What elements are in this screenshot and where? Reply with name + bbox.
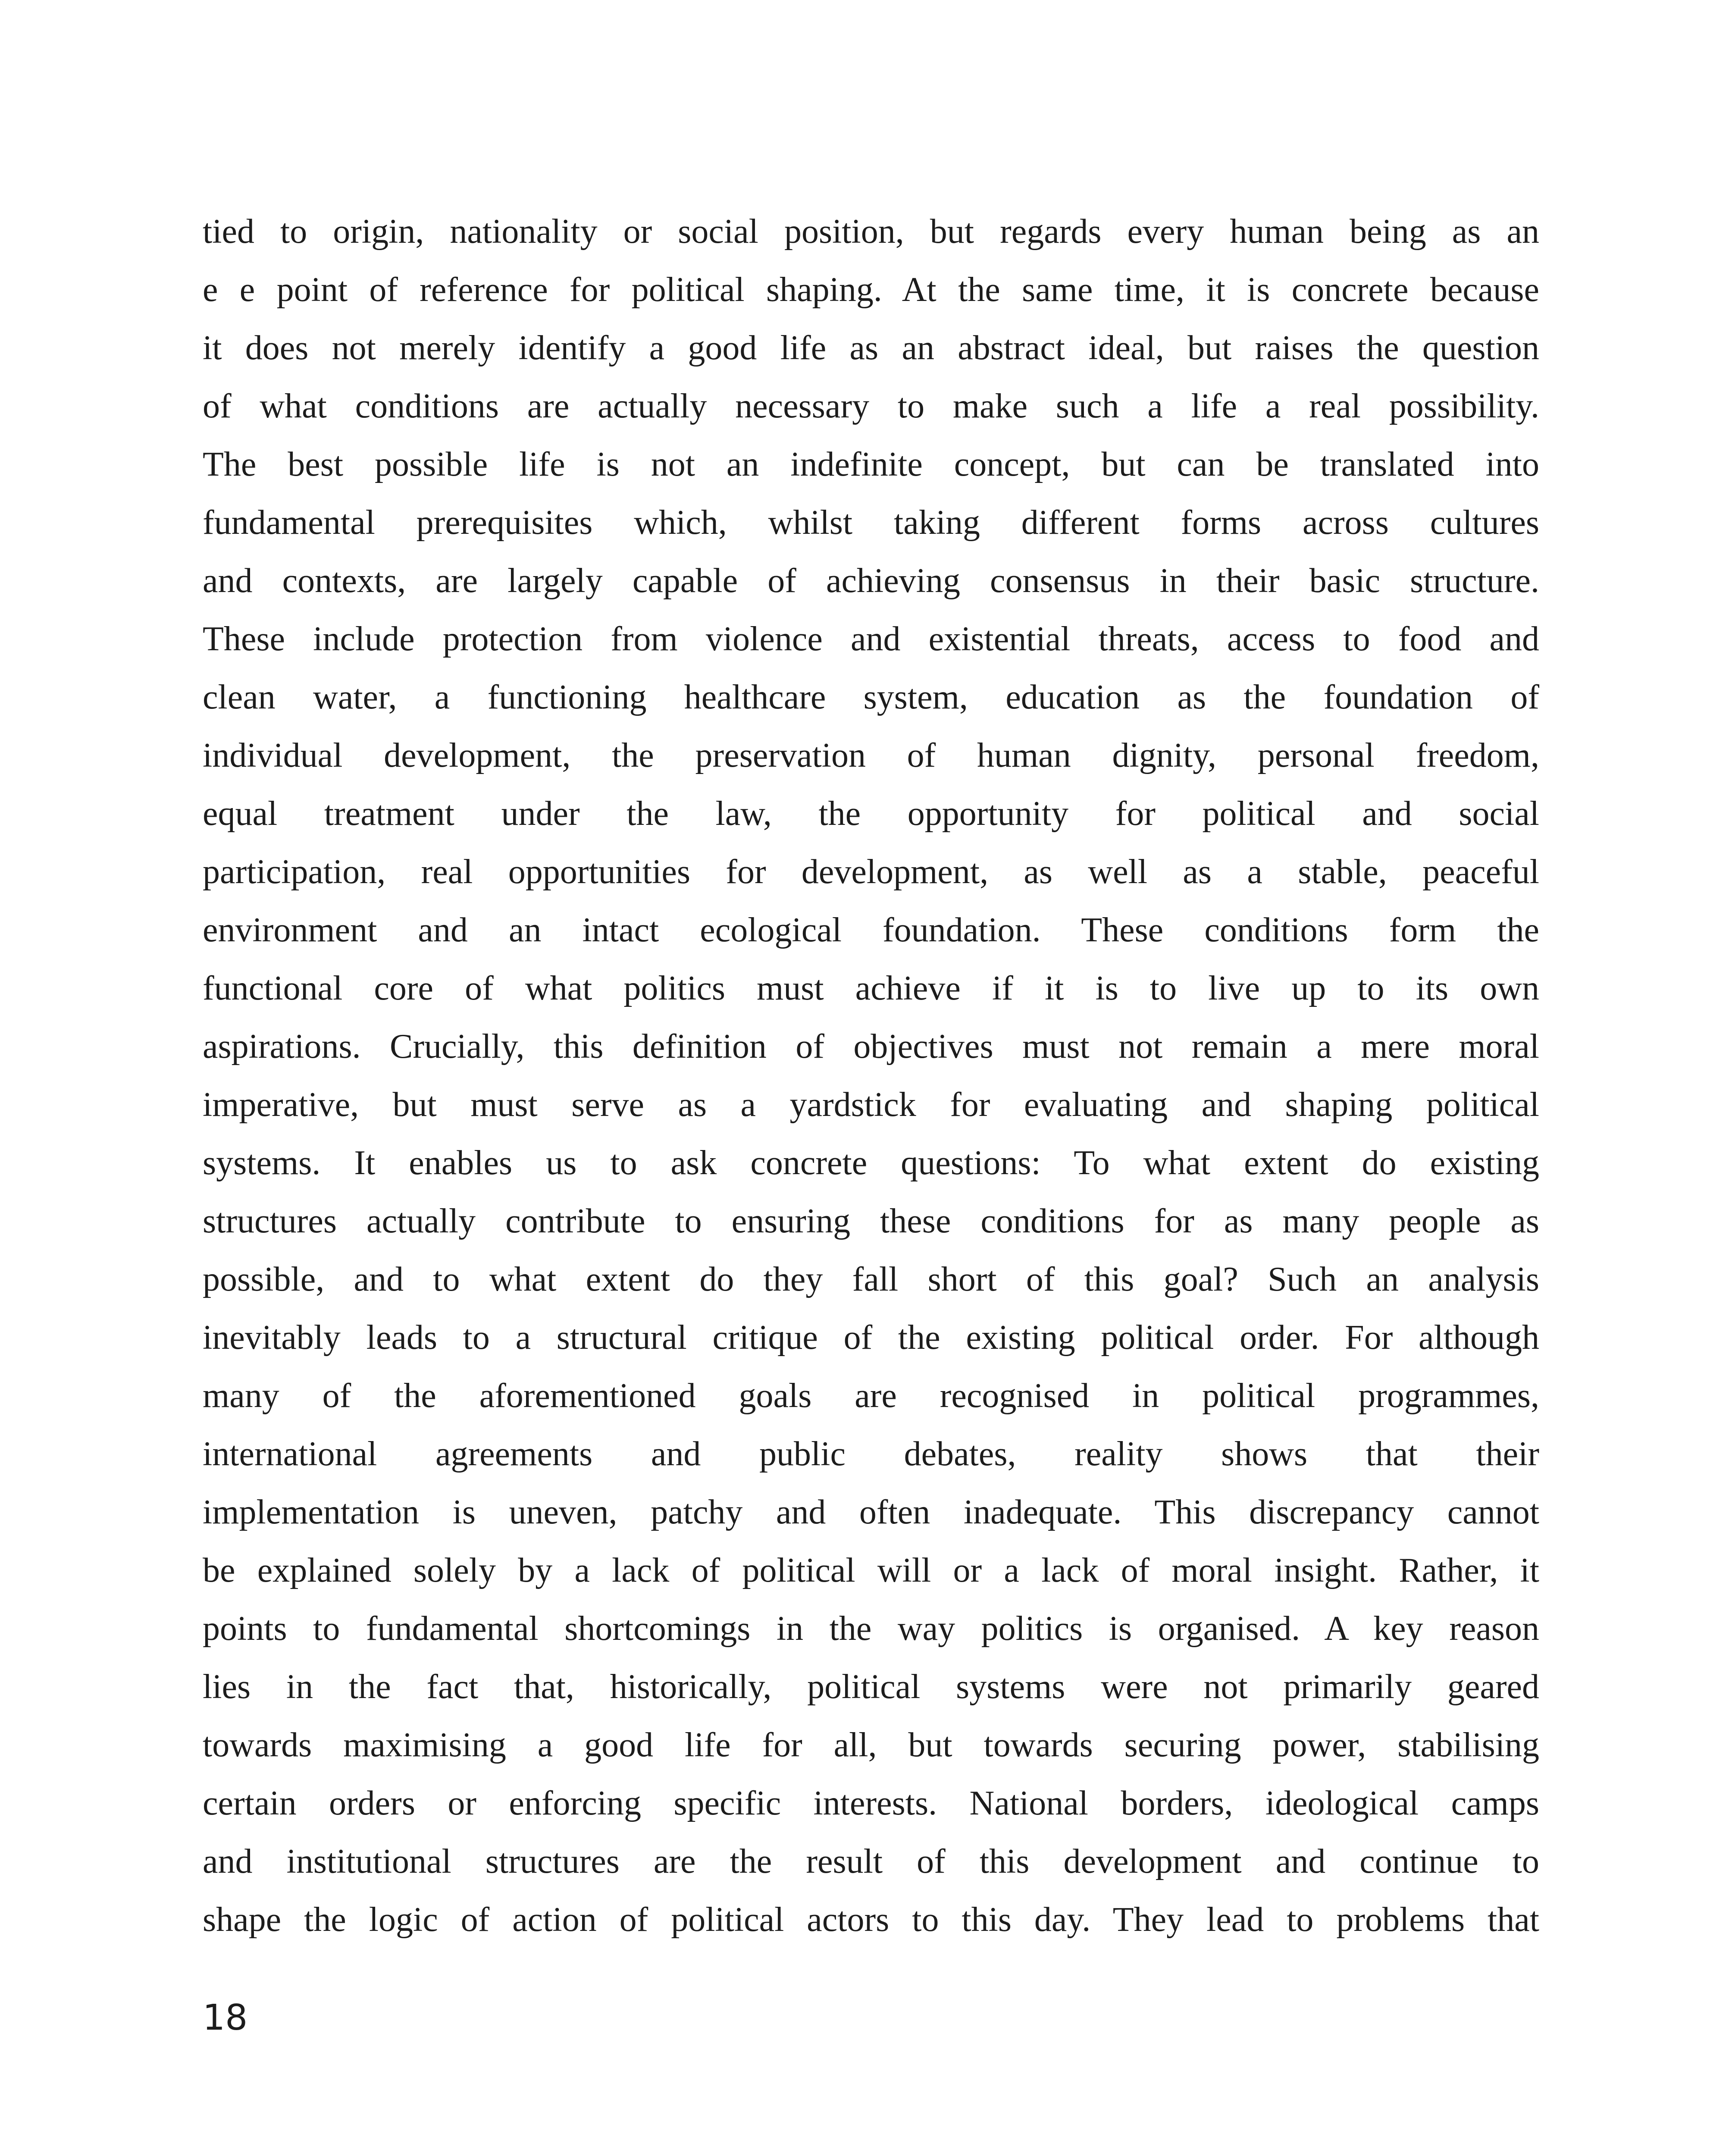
text-line: be explained solely by a lack of political will or a lack of moral insight. Rather, it bbox=[203, 1551, 1539, 1589]
text-line: fundamental prerequisites which, whilst taking different forms across cultures bbox=[203, 504, 1539, 542]
text-line: shape the logic of action of political actors to this day. They lead to problems that bbox=[203, 1901, 1539, 1939]
text-line: aspirations. Crucially, this definition of objectives must not remain a mere moral bbox=[203, 1028, 1539, 1065]
body-text bbox=[203, 203, 1539, 1949]
text-line: many of the aforementioned goals are recognised in political programmes, bbox=[203, 1377, 1539, 1415]
text-line: of what conditions are actually necessary to make such a life a real possibility. bbox=[203, 387, 1539, 425]
text-line: environment and an intact ecological foundation. These conditions form the bbox=[203, 911, 1539, 949]
text-line: certain orders or enforcing specific interests. National borders, ideological camps bbox=[203, 1784, 1539, 1822]
text-line: points to fundamental shortcomings in the way politics is organised. A key reason bbox=[203, 1610, 1539, 1648]
text-line: participation, real opportunities for development, as well as a stable, peaceful bbox=[203, 853, 1539, 891]
text-line: tied to origin, nationality or social position, but regards every human being as an bbox=[203, 213, 1539, 251]
text-line: functional core of what politics must achieve if it is to live up to its own bbox=[203, 969, 1539, 1007]
text-line: These include protection from violence and existential threats, access to food and bbox=[203, 620, 1539, 658]
text-line: systems. It enables us to ask concrete questions: To what extent do existing bbox=[203, 1144, 1539, 1182]
text-line: possible, and to what extent do they fall short of this goal? Such an analysis bbox=[203, 1260, 1539, 1298]
text-line: it does not merely identify a good life as an abstract ideal, but raises the question bbox=[203, 329, 1539, 367]
text-line: e e point of reference for political shaping. At the same time, it is concrete because bbox=[203, 271, 1539, 309]
text-line: towards maximising a good life for all, but towards securing power, stabilising bbox=[203, 1726, 1539, 1764]
text-line: implementation is uneven, patchy and often inadequate. This discrepancy cannot bbox=[203, 1493, 1539, 1531]
text-line: and institutional structures are the result of this development and continue to bbox=[203, 1843, 1539, 1880]
text-line: international agreements and public debates, reality shows that their bbox=[203, 1435, 1539, 1473]
text-line: inevitably leads to a structural critique of the existing political order. For although bbox=[203, 1319, 1539, 1357]
text-line: and contexts, are largely capable of achieving consensus in their basic structure. bbox=[203, 562, 1539, 600]
text-line: structures actually contribute to ensuring these conditions for as many people as bbox=[203, 1202, 1539, 1240]
text-line: individual development, the preservation of human dignity, personal freedom, bbox=[203, 736, 1539, 774]
text-line: equal treatment under the law, the opportunity for political and social bbox=[203, 795, 1539, 833]
text-line: The best possible life is not an indefinite concept, but can be translated into bbox=[203, 445, 1539, 483]
page-number: 18 bbox=[203, 1997, 248, 2038]
text-line: imperative, but must serve as a yardstick for evaluating and shaping political bbox=[203, 1086, 1539, 1124]
text-line: clean water, a functioning healthcare system, education as the foundation of bbox=[203, 678, 1539, 716]
text-line: lies in the fact that, historically, political systems were not primarily geared bbox=[203, 1668, 1539, 1706]
